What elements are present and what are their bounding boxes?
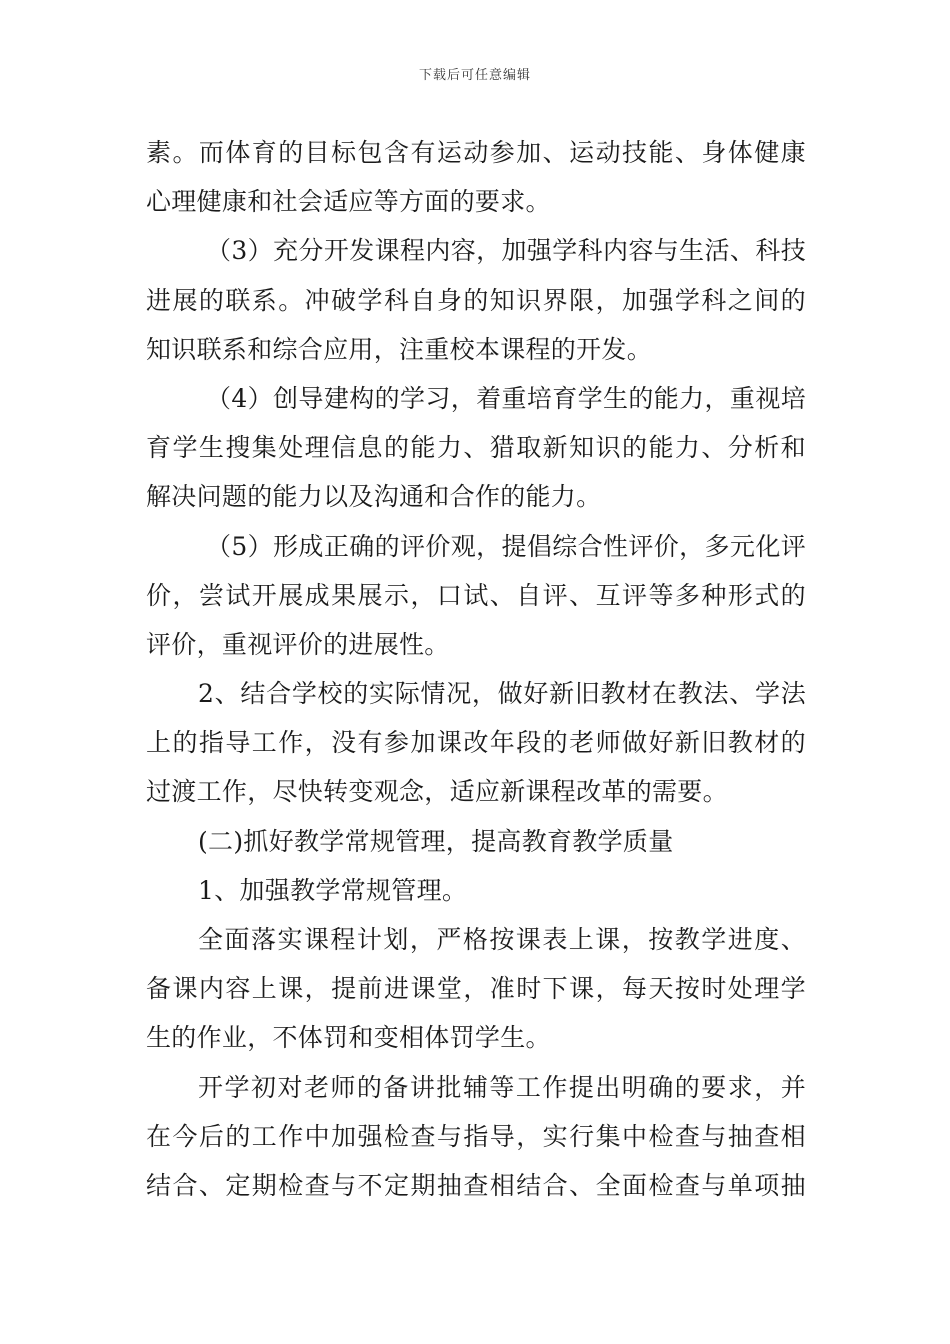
text-line: 1、加强教学常规管理。 (198, 875, 468, 905)
text-line: 开学初对老师的备讲批辅等工作提出明确的要求，并 (198, 1072, 806, 1102)
text-line: 2、结合学校的实际情况，做好新旧教材在教法、学法 (198, 679, 806, 709)
document-body (146, 128, 806, 1210)
text-line: （4）创导建构的学习，着重培育学生的能力，重视培 (206, 383, 806, 413)
page-header: 下载后可任意编辑 (418, 68, 531, 83)
text-line: （5）形成正确的评价观，提倡综合性评价，多元化评 (206, 531, 806, 561)
text-line: 生的作业，不体罚和变相体罚学生。 (146, 1023, 551, 1053)
text-line: 育学生搜集处理信息的能力、猎取新知识的能力、分析和 (146, 433, 806, 463)
text-line: 知识联系和综合应用，注重校本课程的开发。 (146, 334, 653, 364)
text-line: 解决问题的能力以及沟通和合作的能力。 (146, 482, 602, 512)
text-line: 进展的联系。冲破学科自身的知识界限，加强学科之间的 (146, 285, 806, 315)
text-line: 评价，重视评价的进展性。 (146, 629, 450, 659)
text-line: 在今后的工作中加强检查与指导，实行集中检查与抽查相 (146, 1121, 806, 1151)
text-line: 全面落实课程计划，严格按课表上课，按教学进度、 (198, 925, 806, 954)
text-line: 备课内容上课，提前进课堂，准时下课，每天按时处理学 (146, 974, 806, 1004)
text-line: 素。而体育的目标包含有运动参加、运动技能、身体健康 (146, 138, 806, 167)
text-line: 上的指导工作，没有参加课改年段的老师做好新旧教材的 (146, 728, 806, 758)
text-line: 结合、定期检查与不定期抽查相结合、全面检查与单项抽 (146, 1170, 806, 1200)
text-line: (二)抓好教学常规管理，提高教育教学质量 (198, 826, 674, 856)
text-line: 价，尝试开展成果展示，口试、自评、互评等多种形式的 (146, 580, 806, 610)
text-line: 过渡工作，尽快转变观念，适应新课程改革的需要。 (146, 777, 728, 807)
text-line: （3）充分开发课程内容，加强学科内容与生活、科技 (206, 236, 806, 266)
text-line: 心理健康和社会适应等方面的要求。 (146, 187, 551, 217)
